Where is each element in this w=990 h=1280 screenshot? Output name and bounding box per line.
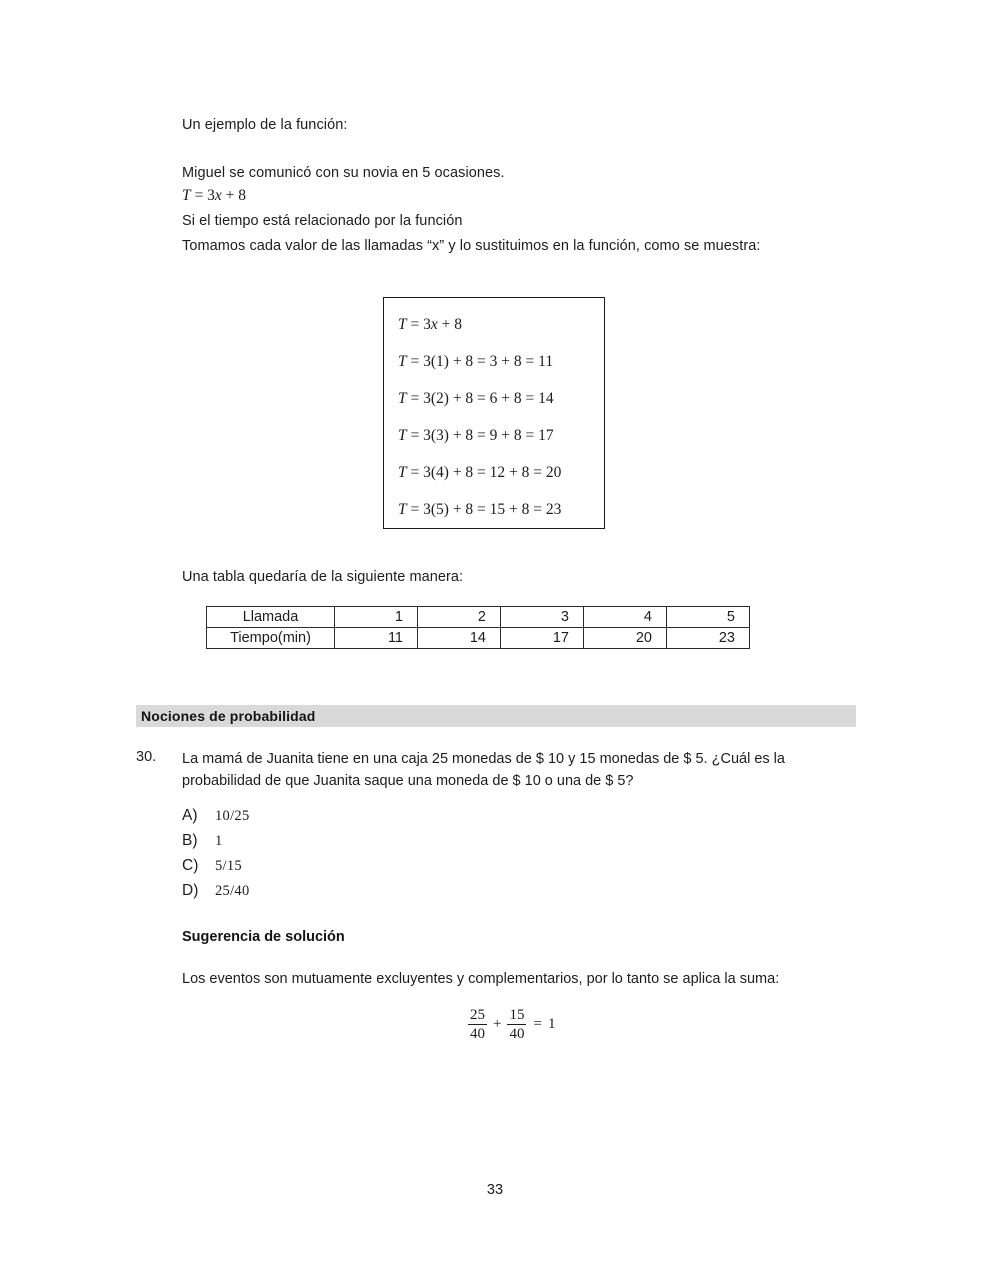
fraction-2-denominator: 40 [509, 1026, 525, 1043]
intro-line-3: Si el tiempo está relacionado por la función [182, 213, 463, 229]
solution-equation [467, 1007, 555, 1043]
equation-line-text-5: = 3(5) + 8 = 15 + 8 = 23 [406, 501, 562, 518]
page-number: 33 [486, 1182, 504, 1198]
table-intro: Una tabla quedaría de la siguiente manera: [182, 569, 464, 585]
formula-var: x [214, 187, 222, 204]
fraction-2 [507, 1007, 526, 1043]
equals-sign: = [533, 1016, 542, 1033]
table-cell: 17 [501, 628, 584, 649]
equation-list [398, 306, 598, 528]
option-b[interactable] [182, 832, 512, 857]
equation-line-text-0: = 3x + 8 [406, 316, 463, 333]
option-letter: D) [182, 882, 199, 899]
function-table [206, 606, 750, 649]
question-number: 30. [136, 749, 157, 765]
option-value: 25/40 [215, 883, 250, 899]
plus-operator: + [493, 1016, 502, 1033]
formula-tail: + 8 [221, 187, 247, 204]
intro-line-2: Miguel se comunicó con su novia en 5 ocasiones. [182, 165, 505, 181]
option-a[interactable] [182, 807, 512, 832]
table-cell: 2 [418, 607, 501, 628]
formula-rest: = 3 [190, 187, 215, 204]
intro-formula [182, 187, 246, 205]
solution-title: Sugerencia de solución [182, 929, 345, 945]
equation-result: 1 [547, 1016, 556, 1033]
table-cell: 14 [418, 628, 501, 649]
table-body [207, 607, 750, 649]
table-cell: 23 [667, 628, 750, 649]
equation-line: T = 3(5) + 8 = 15 + 8 = 23 [398, 501, 562, 518]
option-value: 10/25 [215, 808, 250, 824]
option-d[interactable] [182, 882, 512, 907]
section-header-band [136, 705, 856, 727]
intro-line-4: Tomamos cada valor de las llamadas “x” y lo sustituimos en la función, como se muestra: [182, 238, 761, 254]
option-c[interactable] [182, 857, 512, 882]
option-letter: C) [182, 857, 199, 874]
option-letter: A) [182, 807, 198, 824]
table-cell: 1 [335, 607, 418, 628]
fraction-1-denominator: 40 [470, 1026, 485, 1043]
equation-line: T = 3(3) + 8 = 9 + 8 = 17 [398, 427, 554, 444]
equation-line: T = 3(1) + 8 = 3 + 8 = 11 [398, 353, 554, 370]
fraction-2-numerator: 15 [509, 1007, 525, 1023]
table-row [207, 628, 750, 649]
table-cell: 20 [584, 628, 667, 649]
equation-line-text-2: = 3(2) + 8 = 6 + 8 = 14 [406, 390, 554, 407]
equation-line: T = 3(4) + 8 = 12 + 8 = 20 [398, 464, 562, 481]
option-letter: B) [182, 832, 198, 849]
equation-line: T = 3x + 8 [398, 316, 463, 333]
solution-text: Los eventos son mutuamente excluyentes y complementarios, por lo tanto se aplica la suma: [182, 971, 780, 987]
options-list [182, 807, 512, 907]
fraction-1-numerator: 25 [470, 1007, 485, 1023]
option-value: 5/15 [215, 858, 242, 874]
intro-line-1: Un ejemplo de la función: [182, 117, 348, 133]
equation-box [383, 297, 605, 529]
fraction-1 [468, 1007, 487, 1043]
formula-lhs: T [182, 187, 191, 204]
table-cell: 3 [501, 607, 584, 628]
table-cell: 4 [584, 607, 667, 628]
option-value: 1 [215, 833, 223, 849]
table-cell: 11 [335, 628, 418, 649]
equation-line-text-1: = 3(1) + 8 = 3 + 8 = 11 [406, 353, 554, 370]
equation-line: T = 3(2) + 8 = 6 + 8 = 14 [398, 390, 554, 407]
table-row-label: Llamada [207, 607, 335, 628]
equation-line-text-4: = 3(4) + 8 = 12 + 8 = 20 [406, 464, 562, 481]
question-text: La mamá de Juanita tiene en una caja 25 monedas de $ 10 y 15 monedas de $ 5. ¿Cuál es la probabilidad de que Juanita saque una moneda de $ 10 o una de $ 5? [182, 751, 785, 789]
table-cell: 5 [667, 607, 750, 628]
equation-line-text-3: = 3(3) + 8 = 9 + 8 = 17 [406, 427, 554, 444]
section-title: Nociones de probabilidad [141, 708, 316, 724]
table-row [207, 607, 750, 628]
table-row-label: Tiempo(min) [207, 628, 335, 649]
